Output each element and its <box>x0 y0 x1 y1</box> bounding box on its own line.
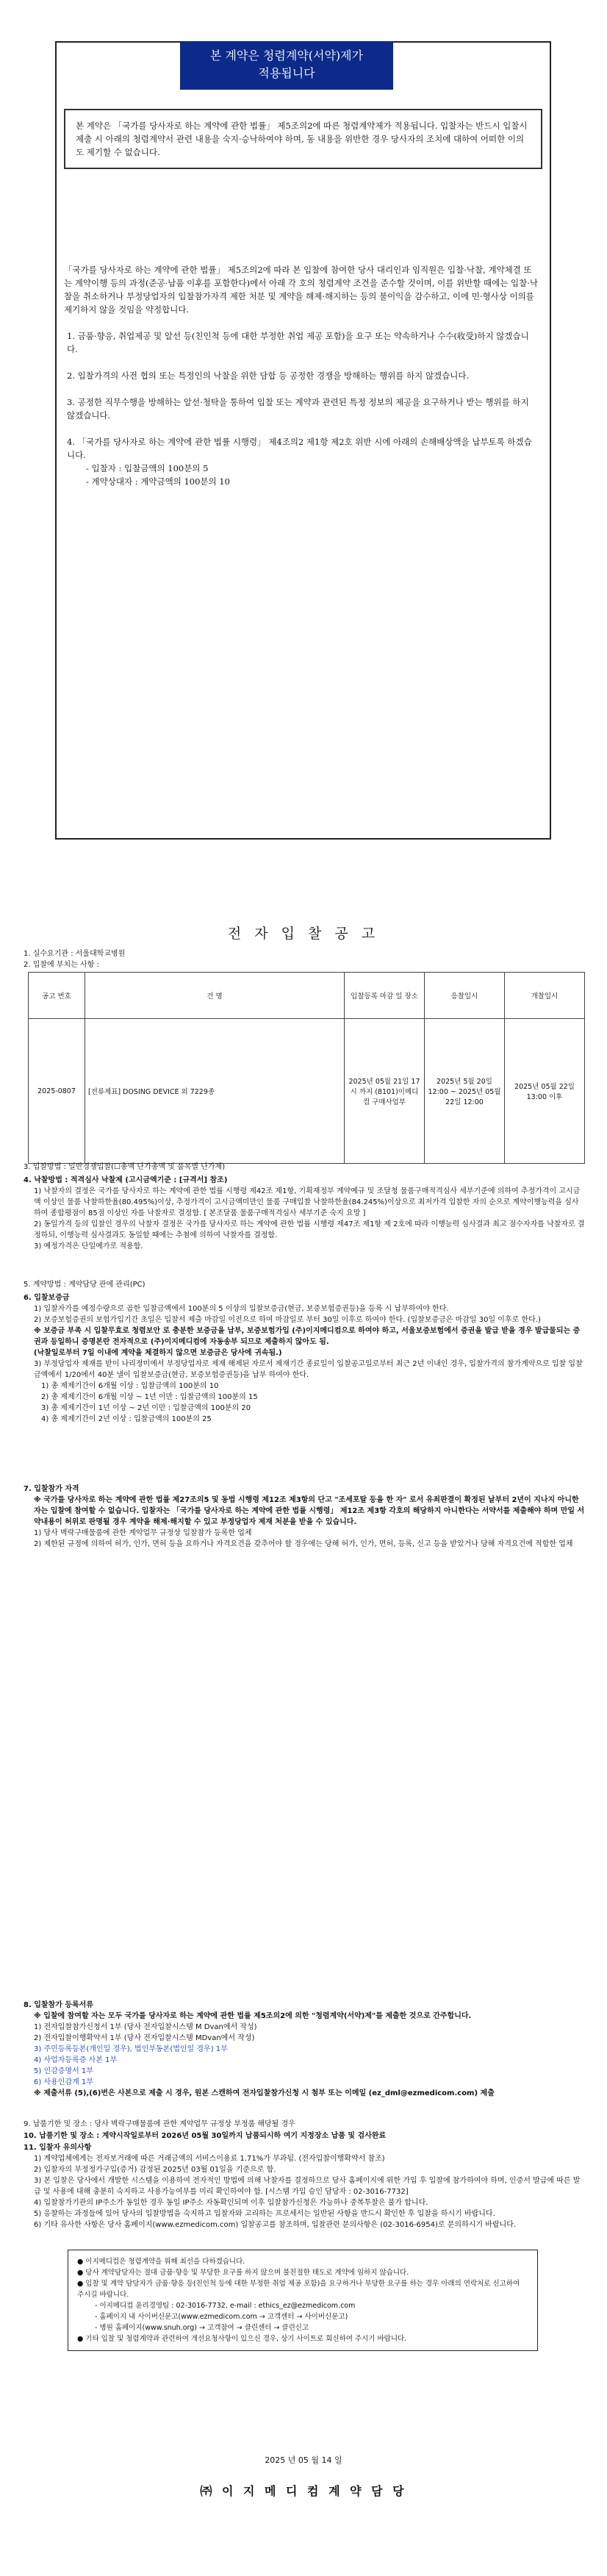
notice-title: 전 자 입 찰 공 고 <box>227 926 380 942</box>
section-8-8: ※ 제출서류 (5),(6)번은 사본으로 제출 시 경우, 원본 스캔하여 전자입찰참가신청 시 첨부 또는 이메일 (ez_dml@ezmedicom.com) 제출 <box>34 2089 495 2097</box>
section-10: 10. 납품기한 및 장소 : 계약시작일로부터 2026년 05월 30일까지 납품되시하 여기 지정장소 납품 및 검사완료 <box>24 2132 387 2140</box>
pledge-item-4: 4. 「국가를 당사자로 하는 계약에 관한 법률 시행령」 제4조의2 제1항 제2호 위반 시에 아래의 손해배상액을 납부토록 하겠습니다. <box>67 437 532 460</box>
section-11-4: 4) 입찰참가기관의 IP주소가 동일한 경우 동일 IP주소 자동확인되며 이후 입찰참가신청은 가능하나 중복투찰은 불가 합니다. <box>34 2199 428 2207</box>
section-6-5c: 3) 총 제제기간이 1년 이상 ~ 2년 이만 : 입찰금액의 100분의 20 <box>41 1404 251 1412</box>
section-11 <box>24 2142 586 2230</box>
section-3: 3. 입찰방법 : 일반경쟁입찰(☐총액 단가총액 및 품목별 단가제) <box>24 1163 226 1171</box>
cell-opening: 2025년 05월 22일 13:00 이후 <box>505 1019 585 1164</box>
section-7-title: 7. 입찰참가 자격 <box>24 1485 79 1493</box>
section-1: 1. 실수요기관 : 서울대학교병원 <box>24 950 126 958</box>
pledge-item-3: 3. 공정한 직무수행을 방해하는 알선·청탁을 통하여 입찰 또는 계약과 관련된 특정 정보의 제공을 요구하거나 받는 행위를 하지 않겠습니다. <box>67 397 529 421</box>
section-4-1: 1) 낙찰자의 결정은 국가를 당사자로 하는 계약에 관한 법률 시행령 제42조 제1항, 기획재정부 계약예규 및 조달청 물품구매적격심사 세부기준에 의하여 추정가격이 고시금액 이상인 물품 낙찰하한율(80.495%)이상, 추정가격이 고시금액미만인 물품 구매입찰 낙찰하한율(84.245%)이상으로 최저가격 입찰한 자의 순으로 계약이행능력을 심사하여 종합평점이 85점 이상인 자를 낙찰자로 결정함. [ 본조달품 물품구매적격심사 세부기준 숙지 요망 ] <box>34 1187 581 1217</box>
section-4-3: 3) 예정가격은 단일예가로 적용함. <box>34 1242 143 1251</box>
section-6-3: ※ 보증금 부족 시 입찰무효로 청렴보안 로 충분한 보증금을 납부, 보증보험가입 (주)이지메디컴으로 하여야 하고, 서울보증보험에서 증권을 발급 받을 경우 발급물되는 증권과 등일하니 증명본란 전자적으로 (주)이지메디컴에 자동송부 되므로 제출하지 않아도 됨. <box>34 1327 581 1346</box>
section-11-title: 11. 입찰자 유의사항 <box>24 2144 92 2152</box>
pledge-title-banner <box>180 41 393 90</box>
section-8-title: 8. 입찰참가 등록서류 <box>24 2001 93 2009</box>
section-7-1: ※ 국가를 당사자로 하는 계약에 관한 법률 제27조의5 및 동법 시행령 제12조 제3항의 단고 "조세포탈 등을 한 자" 로서 유죄판결이 확정된 날부터 2년이 지나지 아니한 자는 입찰에 참여할 수 없습니다. 입찰자는 「국가를 당사자로 하는 계약에 관한 법률 시행령」 제12조 제3항 각호의 해당하지 아니한다는 서약서를 제출해야 하며 만일 서약내용이 허위로 판명될 경우 계약을 해제·해지할 수 있고 부정당업자 제재 처분을 받을 수 있습니다. <box>34 1496 585 1526</box>
section-8-4: 3) 주민등록등본(개인일 경우), 법인부동본(법인일 경우) 1부 <box>34 2045 228 2053</box>
section-11-2: 2) 입찰자의 부정정가구입(증거) 감정된 2025년 03월 01일을 기준으로 함. <box>34 2166 276 2174</box>
cell-registration: 2025년 05월 21일 17시 까지 (8101)이메디컴 구매사업부 <box>345 1019 425 1164</box>
cell-name: [전류제표] DOSING DEVICE 외 7229종 <box>85 1019 345 1164</box>
box-line-5: - 홈페이지 내 사이버신문고(www.ezmedicom.com → 고객센터 → 사이버신문고) <box>95 2313 348 2321</box>
pledge-intro-text: 본 계약은 「국가를 당사자로 하는 계약에 관한 법률」 제5조의2에 따른 청렴계약제가 적용됩니다. 입찰자는 반드시 입찰시 제출 시 아래의 청렴계약서 관련 내용을 숙지·승낙하여야 하며, 동 내용을 위반한 경우 당사자의 조치에 대하여 어떠한 이의도 제기할 수 없습니다. <box>76 121 528 157</box>
section-11-6: 6) 기타 유사한 사항은 당사 홈페이지(www.ezmedicom.com) 입찰공고를 참조하며, 입찰관련 문의사항은 (02-3016-6954)로 문의하시기 바랍니다. <box>34 2221 517 2229</box>
pledge-title-line2: 적용됩니다 <box>258 66 315 80</box>
box-line-7: ● 기타 입찰 및 청렴계약과 관련하여 개선요청사항이 있으신 경우, 상기 사이트로 회신하여 주시기 바랍니다. <box>77 2335 407 2343</box>
cell-bid-period: 2025년 5월 20일 12:00 ~ 2025년 05월 22일 12:00 <box>425 1019 505 1164</box>
cell-no: 2025-0807 <box>29 1019 85 1164</box>
section-8-7: 6) 사용인감계 1부 <box>34 2078 93 2086</box>
section-9: 9. 납품기한 및 장소 : 당사 벽락구매물품에 관한 계약업무 규정상 부정품 해당될 경우 <box>24 2120 295 2128</box>
box-line-2: ● 당사 계약담당자는 절대 금품·향응 및 부당한 요구를 하지 않으며 불친절한 태도로 계약에 임하지 않습니다. <box>77 2269 409 2277</box>
section-4-title: 4. 낙찰방법 : 적격심사 낙찰제 (고시금액기준 : [규격서] 참조) <box>24 1176 228 1184</box>
integrity-pledge-frame <box>55 41 551 840</box>
section-7-3: 2) 제한된 규정에 의하여 허가, 인가, 면허 등을 요하거나 자격요건을 갖추어야 할 경우에는 당해 허가, 인가, 면허, 등록, 신고 등을 받았거나 당해 자격요건에 적합한 업체 <box>34 1540 573 1548</box>
section-6-title: 6. 입찰보증금 <box>24 1294 70 1302</box>
box-line-6: - 병원 홈페이지(www.snuh.org) → 고객참여 → 클린센터 → 클린신고 <box>95 2324 309 2332</box>
pledge-item-4-a: - 입찰자 : 입찰금액의 100분의 5 <box>86 463 209 473</box>
box-line-1: ● 이지메디컴은 청렴계약을 위해 최선을 다하겠습니다. <box>77 2258 245 2266</box>
header-opening: 개찰일시 <box>505 973 585 1019</box>
section-7 <box>24 1484 586 1550</box>
bid-table <box>28 972 585 1164</box>
pledge-intro-box <box>64 109 542 169</box>
pledge-body-text: 「국가를 당사자로 하는 계약에 관한 법률」 제5조의2에 따라 본 입찰에 참여한 당사 대리인과 임직원은 입찰·낙찰, 계약체결 또는 계약이행 등의 과정(준공·납품 이후를 포함한다)에서 아래 각 호의 청렴계약 조건을 준수할 것이며, 이를 위반할 때에는 입찰·낙찰을 취소하거나 부정당업자의 입찰참가자격 제한 처분 및 계약을 해제·해지하는 등의 불이익을 감수하고, 이에 민·형사상 이의를 제기하지 않을 것임을 약정합니다. <box>64 265 538 315</box>
table-row <box>29 1019 585 1164</box>
notice-date: 2025 년 05 월 14 일 <box>265 2455 342 2465</box>
section-5: 5. 계약방법 : 계약담당 관에 관리(PC) <box>24 1281 146 1289</box>
section-6-5b: 2) 총 제제기간이 6개월 이상 ~ 1년 이만 : 입찰금액의 100분의 15 <box>41 1393 258 1401</box>
section-6-4: 3) 부정당업자 제재를 받이 나리정미에서 부정당업자로 제재 해제된 자로서 제재기간 종료일이 입찰공고일로부터 최근 2년 이내인 경우, 입찰가격의 참가계약으로 입찰 입찰금액에서 1/20에서 40분 낼이 입찰보증금(현금, 보증보험증권등)을 납부 하여야 한다. <box>34 1360 583 1379</box>
section-6-5a: 1) 총 제제기간이 6개월 이상 : 입찰금액의 100분의 10 <box>41 1382 219 1390</box>
integrity-contact-box <box>68 2250 538 2351</box>
section-6 <box>24 1292 586 1425</box>
header-name: 건 명 <box>85 973 345 1019</box>
section-6-3b: (낙찰일로부터 7일 이내에 계약을 체결하지 않으면 보증금은 당사에 귀속됨.) <box>34 1349 282 1357</box>
section-11-5: 5) 응찰하는 과정들에 있어 당사의 입찰방법을 숙지하고 입찰자와 고리하는 프로세서는 일반된 사항을 반드시 확인한 후 입찰을 하시기 바랍니다. <box>34 2210 495 2218</box>
header-registration: 입찰등록 마감 일 장소 <box>345 973 425 1019</box>
section-2: 2. 입찰에 부치는 사항 : <box>24 961 99 969</box>
bid-table-header-row <box>29 973 585 1019</box>
pledge-title-line1: 본 계약은 청렴계약(서약)제가 <box>209 49 364 62</box>
section-8-3: 2) 전자입찰이행확약서 1부 (당사 전자입찰시스템 MDvan에서 작성) <box>34 2034 255 2042</box>
pledge-item-1: 1. 금품·향응, 취업제공 및 알선 등(친인척 등에 대한 부정한 취업 제공 포함)을 요구 또는 약속하거나 수수(收受)하지 않겠습니다. <box>67 331 529 354</box>
section-7-2: 1) 당사 벽락구매물품에 관한 계약업무 규정상 입찰참가 등록한 업체 <box>34 1529 252 1537</box>
section-8-5: 4) 사업자등록증 사본 1부 <box>34 2056 118 2064</box>
notice-signature: ㈜ 이 지 메 디 컴 계 약 담 당 <box>200 2484 407 2498</box>
section-6-1: 1) 입찰자가를 예정수량으로 곱한 입찰금액에서 100분의 5 이상의 입찰보증금(현금, 보증보험증권등)을 등록 시 납부하여야 한다. <box>34 1305 449 1313</box>
section-4 <box>24 1175 586 1252</box>
header-no: 공고 번호 <box>29 973 85 1019</box>
pledge-item-4-b: - 계약상대자 : 계약금액의 100분의 10 <box>86 476 230 487</box>
section-6-5d: 4) 총 제제기간이 2년 이상 : 입찰금액의 100분의 25 <box>41 1415 212 1423</box>
section-4-2: 2) 동일가격 등의 입찰인 경우의 낙찰자 결정은 국가를 당사자로 하는 계약에 관한 법률 시행령 제47조 제1항 제 2호에 따라 이행능력 심사결과 최고 점수자자를 낙찰자로 결정하되, 이행능력 심사결과도 동일할 때에는 추첨에 의하여 낙찰자를 결정함. <box>34 1220 585 1239</box>
section-8-1: ※ 입찰에 참여할 자는 모두 국가를 당사자로 하는 계약에 관한 법률 제5조의2에 의한 "청렴계약(서약)제"를 제출한 것으로 간주합니다. <box>34 2012 472 2020</box>
pledge-item-2: 2. 입찰가격의 사전 협의 또는 특정인의 낙찰을 위한 담합 등 공정한 경쟁을 방해하는 행위를 하지 않겠습니다. <box>67 371 470 381</box>
section-8-6: 5) 인감증명서 1부 <box>34 2067 93 2075</box>
box-line-4: - 이지메디컴 윤리경영팀 : 02-3016-7732, e-mail : ethics_ez@ezmedicom.com <box>95 2302 356 2310</box>
section-11-1: 1) 계약업체에게는 전자보거래에 따른 거래금액의 서비스이용료 1.71%가 부과됨. (전자입찰이행확약서 참조) <box>34 2155 385 2163</box>
section-6-2: 2) 보증보험증권의 보험가입기간 초일은 입찰서 제출 마감일 이전으로 하여 마감일로 부터 30일 이후로 하여야 한다. (입찰보증금은 마감일 30일 이후로 한다.) <box>34 1316 541 1324</box>
section-8 <box>24 2000 586 2099</box>
header-bid-period: 응찰일시 <box>425 973 505 1019</box>
section-11-3: 3) 본 입찰은 당사에서 개발한 시스템을 이용하여 전자적인 방법에 의해 낙찰자를 결정하므로 당사 홈페이지에 위한 가입 후 입찰에 참가하여야 하며, 인증서 발급에 따른 발급 및 사용에 대해 충분히 숙지하고 사용가능여부를 미리 확인하여야 함. [시스템 가입 승인 담당자 : 02-3016-7732] <box>34 2177 581 2196</box>
box-line-3: ● 입찰 및 계약 담당자가 금품·향응 등(친인척 등에 대한 부정한 취업 제공 포함)을 요구하거나 부당한 요구를 하는 경우 아래의 연락처로 신고하여 주시길 바랍니다. <box>77 2280 520 2299</box>
pledge-body <box>64 263 538 488</box>
section-8-2: 1) 전자입찰참가신청서 1부 (당사 전자입찰시스템 M Dvan에서 작성) <box>34 2023 257 2031</box>
